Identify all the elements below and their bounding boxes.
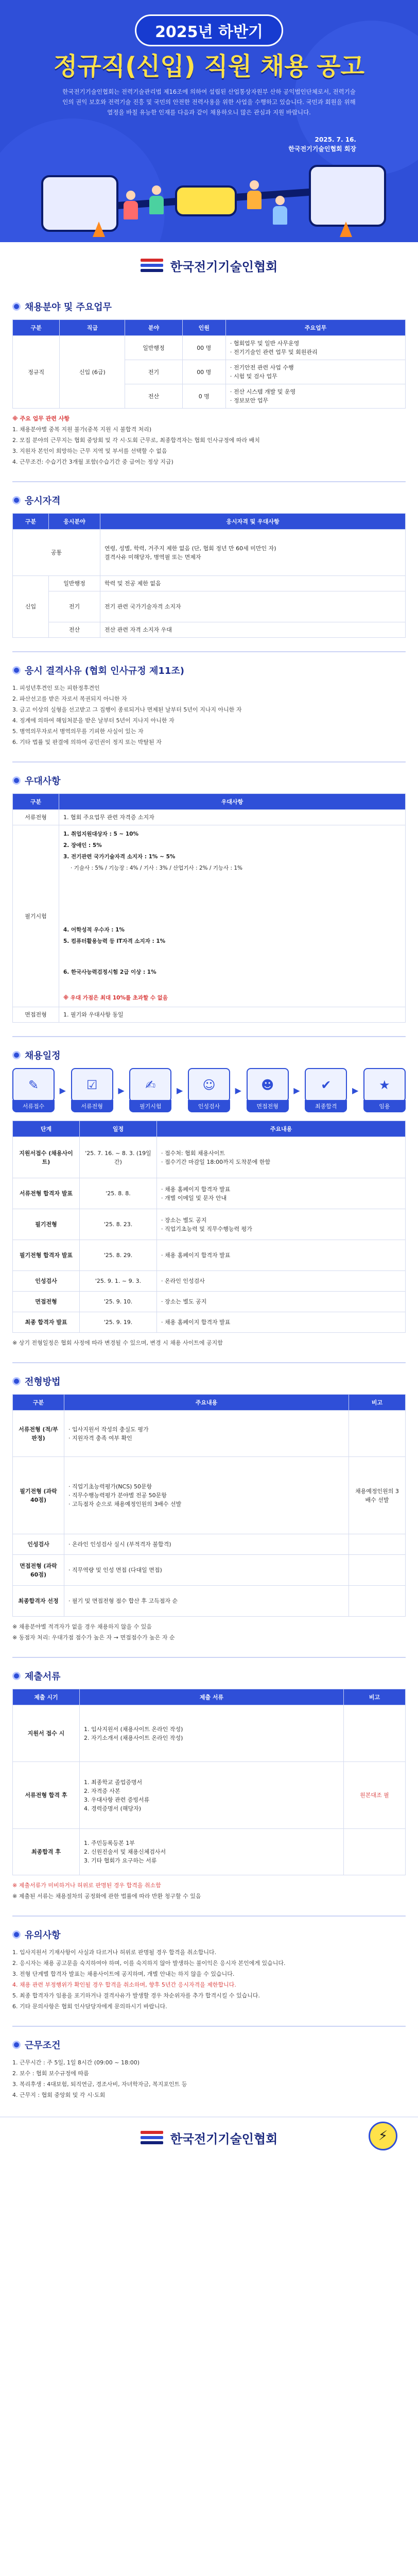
table-header-row: [13, 320, 406, 336]
section-disqualification: [0, 652, 418, 753]
table-cell: 서류전형 합격자 발표: [13, 1178, 80, 1209]
flow-step: [305, 1068, 347, 1112]
table-cell: 전기: [125, 360, 182, 384]
note-line: 2. 모집 분야의 근무지는 협회 중앙회 및 각 시·도회 근무로, 최종합격자는 협회 인사규정에 따라 배치: [12, 437, 260, 444]
list-item: 3. 금고 이상의 실형을 선고받고 그 집행이 종료되거나 면제된 날부터 5년이 지나지 아니한 자: [12, 706, 242, 713]
list-item: 1. 피성년후견인 또는 피한정후견인: [12, 685, 100, 691]
table-row: [13, 1705, 406, 1762]
list-item: · 기술사 : 5% / 기능장 : 4% / 기사 : 3% / 산업기사 : 2% / 기능사 : 1%: [71, 865, 243, 871]
checklist-icon: ☑: [71, 1068, 113, 1102]
table-cell: [349, 1586, 406, 1617]
table-header: 비고: [344, 1689, 406, 1705]
table-cell: '25. 9. 1. ~ 9. 3.: [80, 1271, 157, 1292]
table-row: [13, 1762, 406, 1829]
note-line: ※ 채용분야별 적격자가 없을 경우 채용하지 않을 수 있음: [12, 1623, 152, 1630]
person-icon: [273, 196, 287, 225]
note-line: 4. 근무조건: 수습기간 3개월 포함(수습기간 중 급여는 정상 지급): [12, 459, 173, 465]
table-cell: · 온라인 인성검사 실시 (부적격자 불합격): [64, 1534, 349, 1555]
notes-block: [12, 1622, 406, 1642]
list-item: 6. 기타 문의사항은 협회 인사담당자에게 문의하시기 바랍니다.: [12, 2003, 167, 2010]
section-title: 우대사항: [12, 774, 406, 787]
table-cell: 최종합격자 선정: [13, 1586, 64, 1617]
table-header: 구분: [13, 1395, 64, 1411]
plug-icon: [41, 175, 118, 232]
table-cell: [344, 1829, 406, 1875]
table-cell: 전산: [49, 622, 100, 638]
flow-label: 필기시험: [129, 1100, 171, 1112]
star-icon: ★: [363, 1068, 406, 1102]
list-item: 5. 최종 합격자가 임용을 포기하거나 결격사유가 발생할 경우 차순위자를 추가 합격시킬 수 있습니다.: [12, 1992, 260, 1999]
table-cell: [59, 825, 406, 1007]
table-cell: 지원서 접수 시: [13, 1705, 80, 1762]
table-cell: 학력 및 전공 제한 없음: [100, 576, 406, 591]
hero-description: 한국전기기술인협회는 전력기술관리법 제16조에 의하여 설립된 산업통상자원부 산하 공익법인단체로서, 전력기술인의 권익 보호와 전력기술 진흥 및 국민의 안전한 전력사용을 위한 사업을 수행하고 있습니다. 국민과 회원을 위해 열정을 바칠 유능한 인재를 다음과 같이 채용하오니 많은 관심과 지원 바랍니다.: [62, 88, 356, 116]
list-item: 2. 응시자는 채용 공고문을 숙지하여야 하며, 이를 숙지하지 않아 발생하는 불이익은 응시자 본인에게 있습니다.: [12, 1960, 286, 1967]
table-cell: 필기전형: [13, 1209, 80, 1240]
table-cell: · 온라인 인성검사: [157, 1271, 406, 1292]
table-row: [13, 1555, 406, 1586]
page-title: 정규직(신입) 직원 채용 공고: [53, 52, 365, 81]
list-item: 2. 파산선고를 받은 자로서 복권되지 아니한 자: [12, 696, 127, 702]
bullet-icon: [12, 666, 21, 674]
table-row: [13, 530, 406, 576]
table-cell: 서류전형: [13, 810, 59, 825]
table-cell: 0 명: [182, 384, 225, 409]
list-item: 3. 전형 단계별 합격자 발표는 채용사이트에 공지하며, 개별 안내는 하지 않을 수 있습니다.: [12, 1971, 235, 1977]
person-icon: ☺: [188, 1068, 230, 1102]
divider: [12, 1362, 406, 1363]
flow-step: [188, 1068, 230, 1112]
flow-step: [71, 1068, 113, 1112]
bullet-icon: [12, 1672, 21, 1680]
table-cell: 서류전형 (적/부 판정): [13, 1411, 64, 1457]
table-cell: 전산: [125, 384, 182, 409]
flow-step: [363, 1068, 406, 1112]
table-row: [13, 1312, 406, 1333]
list-item: ※ 우대 가점은 최대 10%를 초과할 수 없음: [63, 995, 168, 1001]
note-line: ※ 제출된 서류는 채용절차의 공정화에 관한 법률에 따라 반환 청구할 수 있음: [12, 1893, 201, 1900]
table-cell: [344, 1705, 406, 1762]
table-header: 분야: [125, 320, 182, 336]
eligibility-table: [12, 513, 406, 638]
table-cell: · 입사지원서 작성의 충실도 평가 · 지원자격 충족 여부 확인: [64, 1411, 349, 1457]
list-item: 4. 채용 관련 부정행위가 확인될 경우 합격을 취소하며, 향후 5년간 응시자격을 제한합니다.: [12, 1981, 236, 1988]
table-cell: · 전산 시스템 개발 및 운영 · 정보보안 업무: [225, 384, 405, 409]
section-title: 응시 결격사유 (협회 인사규정 제11조): [12, 664, 406, 677]
bullet-icon: [12, 496, 21, 504]
list-item: 3. 전기관련 국가기술자격 소지자 : 1% ~ 5%: [63, 854, 176, 860]
list-item: 5. 컴퓨터활용능력 등 IT자격 소지자 : 1%: [63, 938, 166, 944]
arrow-right-icon: ▶: [118, 1085, 125, 1095]
table-cell: 전기: [49, 591, 100, 622]
flow-label: 임용: [363, 1100, 406, 1112]
table-cell: 신입 (6급): [60, 336, 125, 409]
section-eligibility: [0, 482, 418, 643]
section-working-conditions: [0, 2027, 418, 2106]
list-item: 1. 근무시간 : 주 5일, 1일 8시간 (09:00 ~ 18:00): [12, 2059, 140, 2066]
table-cell: 최종 합격자 발표: [13, 1312, 80, 1333]
table-header: 일정: [80, 1121, 157, 1137]
table-cell: 1. 필기와 우대사항 동일: [59, 1007, 406, 1023]
connector-icon: [175, 185, 237, 216]
table-cell: 공통: [13, 530, 100, 576]
list-item: 5. 병역의무자로서 병역의무를 기피한 사실이 있는 자: [12, 728, 144, 735]
arrow-right-icon: ▶: [352, 1085, 359, 1095]
selection-table: [12, 1394, 406, 1617]
table-row: [13, 1137, 406, 1178]
mascot-icon: ⚡: [369, 2122, 397, 2150]
table-row: [13, 1534, 406, 1555]
table-cell: · 장소는 별도 공지: [157, 1292, 406, 1312]
footer: [0, 2116, 418, 2158]
table-header: 구분: [13, 320, 60, 336]
section-title: 채용일정: [12, 1048, 406, 1062]
table-cell: 일반행정: [49, 576, 100, 591]
table-cell: '25. 8. 8.: [80, 1178, 157, 1209]
table-cell: 신입: [13, 576, 49, 638]
table-cell: · 직업기초능력평가(NCS) 50문항 · 직무수행능력평가 분야별 전공 50문항 · 고득점자 순으로 채용예정인원의 3배수 선발: [64, 1457, 349, 1534]
list-item: 1. 입사지원서 기재사항이 사실과 다르거나 허위로 판명될 경우 합격을 취소합니다.: [12, 1949, 217, 1956]
table-cell: [349, 1555, 406, 1586]
table-cell: · 전기안전 관련 사업 수행 · 시험 및 검사 업무: [225, 360, 405, 384]
table-row: [13, 576, 406, 591]
table-cell: 전기 관련 국가기술자격 소지자: [100, 591, 406, 622]
table-cell: 정규직: [13, 336, 60, 409]
table-header: 우대사항: [59, 794, 406, 810]
notes-block: [12, 414, 406, 467]
table-header: 단계: [13, 1121, 80, 1137]
table-cell: 면접전형 (과락 60점): [13, 1555, 64, 1586]
flow-step: [12, 1068, 55, 1112]
table-cell: 인성검사: [13, 1534, 64, 1555]
note-line: ※ 상기 전형일정은 협회 사정에 따라 변경될 수 있으며, 변경 시 채용 사이트에 공지함: [12, 1340, 223, 1346]
bullet-icon: [12, 776, 21, 785]
table-header: 제출 서류: [80, 1689, 344, 1705]
table-cell: 1. 입사지원서 (채용사이트 온라인 작성) 2. 자기소개서 (채용사이트 온라인 작성): [80, 1705, 344, 1762]
table-header: 제출 시기: [13, 1689, 80, 1705]
preference-list: [63, 828, 401, 1004]
flow-label: 서류전형: [71, 1100, 113, 1112]
bullet-icon: [12, 1051, 21, 1059]
table-row: [13, 1271, 406, 1292]
person-icon: [124, 191, 138, 219]
table-cell: 원본대조 필: [344, 1762, 406, 1829]
section-title: 유의사항: [12, 1928, 406, 1941]
table-cell: · 필기 및 면접전형 점수 합산 후 고득점자 순: [64, 1586, 349, 1617]
table-header: 주요업무: [225, 320, 405, 336]
divider: [12, 1916, 406, 1917]
table-header: 주요내용: [64, 1395, 349, 1411]
note-line: ※ 주요 업무 관련 사항: [12, 415, 70, 422]
brand-logo-icon: [141, 2129, 163, 2146]
section-schedule: [0, 1037, 418, 1354]
table-header: 비고: [349, 1395, 406, 1411]
table-row: [13, 591, 406, 622]
table-cell: 최종합격 후: [13, 1829, 80, 1875]
pencil-icon: ✍: [129, 1068, 171, 1102]
list-item: 3. 복리후생 : 4대보험, 퇴직연금, 경조사비, 자녀학자금, 복지포인트 등: [12, 2081, 187, 2088]
note-line: 3. 지원자 본인이 희망하는 근무 지역 및 부서를 선택할 수 없음: [12, 448, 167, 454]
hero-date-block: [288, 135, 356, 154]
table-header-row: [13, 1395, 406, 1411]
table-header-row: [13, 1121, 406, 1137]
table-header: 구분: [13, 794, 59, 810]
divider: [12, 1036, 406, 1037]
table-cell: '25. 8. 29.: [80, 1240, 157, 1271]
hero-banner: [0, 0, 418, 289]
document-icon: ✎: [12, 1068, 55, 1102]
preferences-table: [12, 793, 406, 1023]
flow-label: 면접전형: [247, 1100, 289, 1112]
table-cell: 일반행정: [125, 336, 182, 360]
table-row: [13, 622, 406, 638]
table-cell: · 협회업무 및 일반 사무운영 · 전기기술인 관련 업무 및 회원관리: [225, 336, 405, 360]
table-cell: 서류전형 합격 후: [13, 1762, 80, 1829]
table-row: [13, 825, 406, 1007]
process-flow: [12, 1068, 406, 1112]
table-header: 응시자격 및 우대사항: [100, 514, 406, 530]
note-line: ※ 동점자 처리: 우대가점 점수가 높은 자 → 면접점수가 높은 자 순: [12, 1634, 175, 1641]
bullet-icon: [12, 1930, 21, 1939]
section-title: 제출서류: [12, 1669, 406, 1683]
table-cell: 1. 최종학교 졸업증명서 2. 자격증 사본 3. 우대사항 관련 증빙서류 4. 경력증명서 (해당자): [80, 1762, 344, 1829]
person-icon: [149, 185, 164, 214]
check-icon: ✔: [305, 1068, 347, 1102]
flow-step: [129, 1068, 171, 1112]
table-cell: · 채용 홈페이지 합격자 발표: [157, 1312, 406, 1333]
list-item: 2. 보수 : 협회 보수규정에 따름: [12, 2070, 89, 2077]
section-selection-method: [0, 1363, 418, 1649]
table-cell: · 장소는 별도 공지 · 직업기초능력 및 직무수행능력 평가: [157, 1209, 406, 1240]
list-item: 6. 기타 법률 및 판결에 의하여 공민권이 정지 또는 박탈된 자: [12, 739, 162, 745]
table-cell: 연령, 성별, 학력, 거주지 제한 없음 (단, 협회 정년 만 60세 미만인 자) 결격사유 미해당자, 병역필 또는 면제자: [100, 530, 406, 576]
table-cell: 전산 관련 자격 소지자 우대: [100, 622, 406, 638]
conditions-list: [12, 2058, 406, 2100]
table-cell: 필기전형 합격자 발표: [13, 1240, 80, 1271]
table-cell: [349, 1411, 406, 1457]
table-cell: 지원서접수 (채용사이트): [13, 1137, 80, 1178]
table-cell: 00 명: [182, 336, 225, 360]
table-cell: 필기시험: [13, 825, 59, 1007]
table-row: [13, 1457, 406, 1534]
table-header-row: [13, 1689, 406, 1705]
list-item: 4. 어학성적 우수자 : 1%: [63, 927, 125, 933]
header-logo-bar: [0, 242, 418, 289]
table-cell: · 채용 홈페이지 합격자 발표 · 개별 이메일 및 문자 안내: [157, 1178, 406, 1209]
table-cell: 00 명: [182, 360, 225, 384]
flow-label: 최종합격: [305, 1100, 347, 1112]
note-line: 1. 채용분야별 중복 지원 불가(중복 지원 시 불합격 처리): [12, 426, 152, 433]
table-header: 직급: [60, 320, 125, 336]
list-item: 4. 근무지 : 협회 중앙회 및 각 시·도회: [12, 2092, 106, 2098]
section-title: 채용분야 및 주요업무: [12, 300, 406, 313]
list-item: 6. 한국사능력검정시험 2급 이상 : 1%: [63, 969, 156, 975]
arrow-right-icon: ▶: [235, 1085, 241, 1095]
bullet-icon: [12, 2041, 21, 2049]
cautions-list: [12, 1947, 406, 2011]
bullet-icon: [12, 1377, 21, 1385]
table-row: [13, 810, 406, 825]
announce-org: 한국전기기술인협회 회장: [288, 145, 356, 152]
table-header: 구분: [13, 514, 49, 530]
traffic-cone-icon: [93, 222, 105, 237]
traffic-cone-icon: [340, 222, 352, 237]
interview-icon: ☻: [247, 1068, 289, 1102]
divider: [12, 2026, 406, 2027]
table-cell: · 접수처: 협회 채용사이트 · 접수기간 마감일 18:00까지 도착분에 한함: [157, 1137, 406, 1178]
bullet-icon: [12, 302, 21, 311]
table-header: 인원: [182, 320, 225, 336]
table-cell: · 직무역량 및 인성 면접 (다대일 면접): [64, 1555, 349, 1586]
divider: [12, 481, 406, 482]
arrow-right-icon: ▶: [293, 1085, 300, 1095]
notes-block: [12, 1880, 406, 1901]
table-row: [13, 1829, 406, 1875]
table-row: [13, 1240, 406, 1271]
section-title: 전형방법: [12, 1375, 406, 1388]
table-row: [13, 1586, 406, 1617]
person-icon: [247, 180, 262, 209]
flow-step: [247, 1068, 289, 1112]
table-header: 주요내용: [157, 1121, 406, 1137]
brand-name: 한국전기기술인협회: [170, 259, 278, 274]
disqualification-list: [12, 683, 406, 747]
table-cell: '25. 8. 23.: [80, 1209, 157, 1240]
table-header-row: [13, 794, 406, 810]
section-title: 응시자격: [12, 494, 406, 507]
table-cell: '25. 9. 10.: [80, 1292, 157, 1312]
table-cell: 면접전형: [13, 1292, 80, 1312]
section-positions: [0, 289, 418, 473]
table-cell: · 채용 홈페이지 합격자 발표: [157, 1240, 406, 1271]
schedule-table: [12, 1121, 406, 1333]
table-cell: 채용예정인원의 3배수 선발: [349, 1457, 406, 1534]
table-header-row: [13, 514, 406, 530]
list-item: 4. 징계에 의하여 해임처분을 받은 날부터 5년이 지나지 아니한 자: [12, 717, 175, 724]
announce-date: 2025. 7. 16.: [315, 136, 356, 143]
table-row: [13, 1007, 406, 1023]
notes-block: [12, 1338, 406, 1348]
brand-logo-icon: [141, 257, 163, 274]
footer-brand-name: 한국전기기술인협회: [170, 2131, 278, 2146]
divider: [12, 761, 406, 762]
arrow-right-icon: ▶: [59, 1085, 66, 1095]
divider: [12, 1657, 406, 1658]
table-cell: [349, 1534, 406, 1555]
table-row: [13, 336, 406, 360]
flow-label: 서류접수: [12, 1100, 55, 1112]
positions-table: [12, 319, 406, 409]
table-cell: '25. 9. 19.: [80, 1312, 157, 1333]
list-item: 1. 취업지원대상자 : 5 ~ 10%: [63, 831, 139, 837]
table-row: [13, 1292, 406, 1312]
table-cell: 면접전형: [13, 1007, 59, 1023]
table-row: [13, 1411, 406, 1457]
section-documents: [0, 1658, 418, 1907]
note-line: ※ 제출서류가 미비하거나 허위로 판명된 경우 합격을 취소함: [12, 1882, 161, 1889]
flow-label: 인성검사: [188, 1100, 230, 1112]
hero-illustration: [21, 155, 397, 242]
section-title: 근무조건: [12, 2038, 406, 2052]
table-cell: '25. 7. 16. ~ 8. 3. (19일간): [80, 1137, 157, 1178]
table-cell: 인성검사: [13, 1271, 80, 1292]
section-preferences: [0, 762, 418, 1028]
socket-icon: [309, 165, 386, 227]
list-item: 2. 장애인 : 5%: [63, 842, 102, 849]
table-cell: 1. 주민등록등본 1부 2. 신원진술서 및 채용신체검사서 3. 기타 협회가 요구하는 서류: [80, 1829, 344, 1875]
arrow-right-icon: ▶: [176, 1085, 183, 1095]
year-pill: 2025년 하반기: [135, 14, 283, 46]
section-cautions: [0, 1917, 418, 2018]
table-cell: 필기전형 (과락 40점): [13, 1457, 64, 1534]
table-cell: 1. 협회 주요업무 관련 자격증 소지자: [59, 810, 406, 825]
divider: [12, 651, 406, 652]
documents-table: [12, 1689, 406, 1875]
table-row: [13, 1178, 406, 1209]
table-header: 응시분야: [49, 514, 100, 530]
table-row: [13, 1209, 406, 1240]
